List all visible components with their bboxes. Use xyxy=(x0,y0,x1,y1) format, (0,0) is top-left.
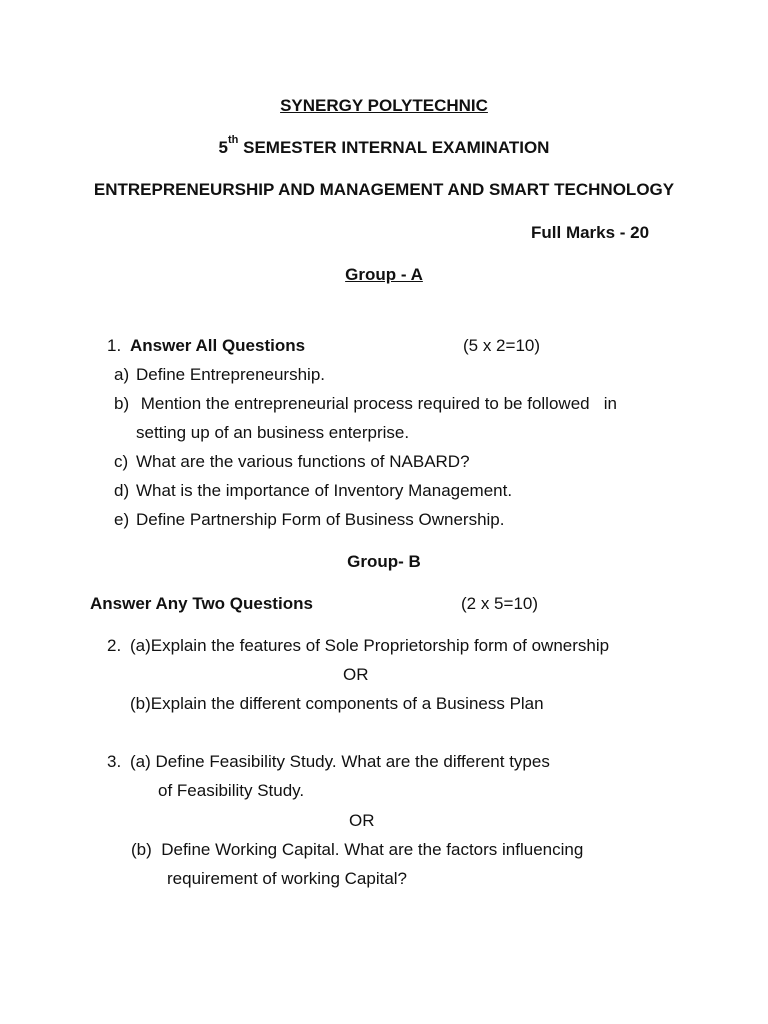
q1-item-label: a) xyxy=(114,365,130,384)
q3-option-a-continuation: of Feasibility Study. xyxy=(158,781,305,800)
group-b-instruction: Answer Any Two Questions xyxy=(90,594,313,613)
full-marks: Full Marks - 20 xyxy=(531,223,650,242)
group-a-heading: Group - A xyxy=(345,265,423,284)
q3-number: 3. xyxy=(107,752,122,771)
q1-item-label: d) xyxy=(114,481,130,500)
q2-or: OR xyxy=(343,665,369,684)
q1-item-label: c) xyxy=(114,452,129,471)
q1-instruction: Answer All Questions xyxy=(130,336,306,355)
q1-item-text: Define Entrepreneurship. xyxy=(136,365,326,384)
q1-number: 1. xyxy=(107,336,122,355)
q1-item-text: What is the importance of Inventory Management. xyxy=(136,481,513,500)
q1-marks: (5 x 2=10) xyxy=(463,336,541,355)
q1-item-label: b) xyxy=(114,394,130,413)
q3-option-a: (a) Define Feasibility Study. What are the different types xyxy=(130,752,550,771)
group-a-title xyxy=(0,265,768,285)
semester-text: SEMESTER INTERNAL EXAMINATION xyxy=(238,138,550,157)
q3-option-b: (b) Define Working Capital. What are the factors influencing xyxy=(131,840,584,859)
subject-title: ENTREPRENEURSHIP AND MANAGEMENT AND SMART TECHNOLOGY xyxy=(93,180,675,199)
institution-name: SYNERGY POLYTECHNIC xyxy=(280,96,488,115)
q1-item-text: What are the various functions of NABARD? xyxy=(136,452,470,471)
group-b-title: Group- B xyxy=(347,552,421,571)
group-b-marks: (2 x 5=10) xyxy=(461,594,539,613)
q1-item-text: Mention the entrepreneurial process required to be followed in xyxy=(136,394,618,413)
q2-option-b: (b)Explain the different components of a Business Plan xyxy=(130,694,544,713)
q1-item-text: Define Partnership Form of Business Ownership. xyxy=(136,510,505,529)
institution-title xyxy=(0,96,768,116)
q1-item-continuation: setting up of an business enterprise. xyxy=(136,423,410,442)
q2-number: 2. xyxy=(107,636,122,655)
q2-option-a: (a)Explain the features of Sole Proprietorship form of ownership xyxy=(130,636,610,655)
q3-or: OR xyxy=(349,811,375,830)
semester-ordinal: th xyxy=(228,134,239,147)
semester-line xyxy=(0,134,768,158)
semester-number: 5 xyxy=(218,138,228,157)
q3-option-b-continuation: requirement of working Capital? xyxy=(167,869,408,888)
q1-item-label: e) xyxy=(114,510,130,529)
